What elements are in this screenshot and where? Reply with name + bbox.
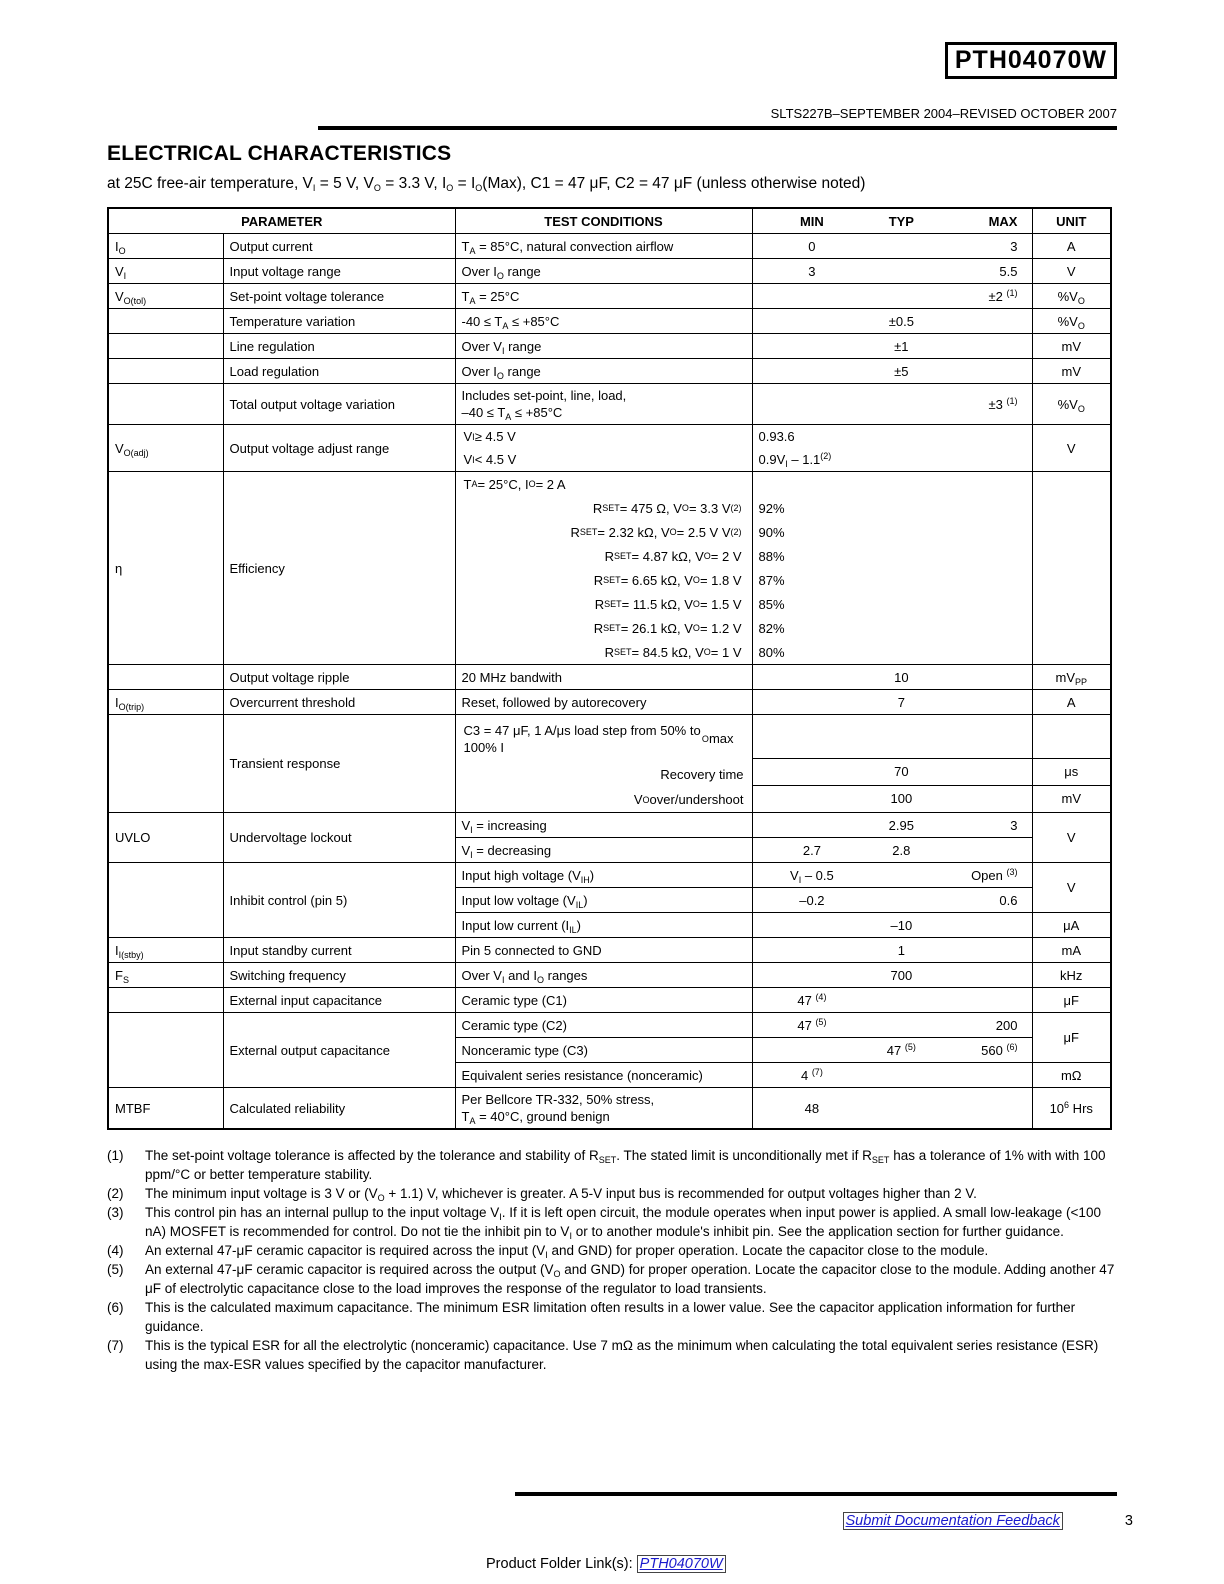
param-name: Efficiency (223, 472, 455, 665)
unit: μF (1032, 1013, 1111, 1063)
footnote-number: (3) (107, 1205, 124, 1220)
footer-line (843, 1512, 1133, 1530)
test-condition: Input low current $(I_{IL})$ (455, 913, 752, 938)
test-condition: $-40 \le T_A \le +85^\circ C$ (455, 309, 752, 334)
test-condition: Over $V_I$ and $I_O$ ranges (455, 963, 752, 988)
footnote (107, 1146, 1117, 1184)
test-condition: $T_A = 85^\circ C$, natural convection airflow (455, 234, 752, 259)
typ-value: 1 (897, 942, 905, 958)
test-condition: Recovery time (660, 767, 744, 782)
typ-value: 47 $^{(5)}$ (886, 1041, 916, 1058)
test-condition: V I < 4.5 V (463, 452, 517, 467)
footer-rule (515, 1492, 1117, 1496)
typ-value: 700 (890, 967, 913, 983)
unit: mA (1032, 938, 1111, 963)
table-row-input-voltage (108, 259, 1111, 284)
test-condition: Over $I_O$ range (455, 259, 752, 284)
footnote-number: (2) (107, 1186, 124, 1201)
typ-value: –10 (890, 917, 913, 933)
min-value: 48 (804, 1100, 820, 1116)
col-header-typ: TYP (888, 213, 914, 229)
typ-value: 2.8 (892, 842, 911, 858)
test-condition: V O over/undershoot (633, 792, 744, 807)
unit: $10^6$ Hrs (1032, 1088, 1111, 1130)
param-symbol: $F_S$ (108, 963, 223, 988)
footnote (107, 1336, 1117, 1374)
test-condition: T A = 25°C, I O = 2 A (463, 476, 566, 492)
test-condition: Equivalent series resistance (nonceramic) (455, 1063, 752, 1088)
min-value: 0.9 (758, 429, 777, 444)
max-value: $V_I - 1.1^{(2)}$ (776, 451, 832, 469)
param-name: Line regulation (223, 334, 455, 359)
test-condition: Ceramic type (C2) (455, 1013, 752, 1038)
footnote-number: (4) (107, 1243, 124, 1258)
typ-value: ±0.5 (888, 313, 914, 329)
col-header-unit: UNIT (1032, 208, 1111, 234)
unit: mΩ (1032, 1063, 1111, 1088)
param-name: Inhibit control (pin 5) (223, 863, 455, 938)
typ-value: 100 (890, 791, 913, 807)
param-name: Overcurrent threshold (223, 690, 455, 715)
part-number-badge: PTH04070W (945, 42, 1117, 79)
unit: mV (1032, 359, 1111, 384)
unit: $\%V_O$ (1032, 384, 1111, 425)
test-condition: Over $I_O$ range (455, 359, 752, 384)
param-name: Calculated reliability (223, 1088, 455, 1130)
footnote-number: (5) (107, 1262, 124, 1277)
param-symbol: $V_{O(adj)}$ (108, 425, 223, 472)
col-header-max: MAX (988, 213, 1018, 229)
test-condition: R SET = 4.87 kΩ, V O = 2 V (604, 548, 742, 564)
test-condition: Over $V_I$ range (455, 334, 752, 359)
typ-value: 85% (758, 596, 785, 612)
test-condition: Ceramic type (C1) (455, 988, 752, 1013)
product-folder-line (486, 1555, 726, 1573)
min-value: –0.2 (799, 892, 825, 908)
col-header-conditions: TEST CONDITIONS (455, 208, 752, 234)
unit: A (1032, 234, 1111, 259)
param-name: External input capacitance (223, 988, 455, 1013)
test-condition: V I ≥ 4.5 V (463, 429, 516, 444)
param-name: Set-point voltage tolerance (223, 284, 455, 309)
table-row-output-ripple (108, 665, 1111, 690)
max-value: ±3 $^{(1)}$ (988, 395, 1018, 412)
param-symbol: $I_O$ (108, 234, 223, 259)
table-row-inhibit-high (108, 863, 1111, 888)
footnote (107, 1241, 1117, 1260)
param-name: Input standby current (223, 938, 455, 963)
min-value: 3 (808, 263, 816, 279)
header-rule (318, 126, 1117, 130)
test-condition: R SET = 26.1 kΩ, V O = 1.2 V (593, 620, 742, 636)
footnote (107, 1203, 1117, 1241)
col-header-parameter: PARAMETER (108, 208, 455, 234)
test-condition: Includes set-point, line, load, $-40 \le T_A \le +85^\circ C$ (455, 384, 752, 425)
typ-value: 92% (758, 500, 785, 516)
footnotes (107, 1146, 1117, 1374)
footnote-text: The minimum input voltage is 3 V or $(V_O + 1.1)$ V, whichever is greater. A 5-V input bus is recommended for output voltages higher than 2 V. (145, 1186, 977, 1203)
param-name: Output voltage adjust range (223, 425, 455, 472)
table-row-output-current (108, 234, 1111, 259)
test-condition: Per Bellcore TR-332, 50% stress, $T_A = 40^\circ C$, ground benign (455, 1088, 752, 1130)
table-row-mtbf (108, 1088, 1111, 1130)
max-value: ±2 $^{(1)}$ (988, 287, 1018, 304)
footnote (107, 1184, 1117, 1203)
test-condition: Input low voltage $(V_{IL})$ (455, 888, 752, 913)
param-name: Total output voltage variation (223, 384, 455, 425)
param-name: Load regulation (223, 359, 455, 384)
param-symbol: η (108, 472, 223, 665)
test-condition: Reset, followed by autorecovery (455, 690, 752, 715)
param-symbol: UVLO (108, 813, 223, 863)
min-value: 47 $^{(5)}$ (797, 1016, 827, 1033)
footnote-number: (1) (107, 1148, 124, 1163)
table-row-efficiency (108, 472, 1111, 665)
max-value: 200 (995, 1017, 1018, 1033)
typ-value: 88% (758, 548, 785, 564)
max-value: 0.6 (999, 892, 1018, 908)
param-symbol: $V_{O(tol)}$ (108, 284, 223, 309)
table-row-standby-current (108, 938, 1111, 963)
typ-value: 70 (894, 764, 909, 780)
test-condition: R SET = 11.5 kΩ, V O = 1.5 V (594, 596, 742, 612)
typ-value: 90% (758, 524, 785, 540)
footnote-text: An external 47-μF ceramic capacitor is required across the input ($V_I$ and GND) for proper operation. Locate the capacitor close to the module. (145, 1243, 989, 1260)
max-value: 5.5 (999, 263, 1018, 279)
unit: $\%V_O$ (1032, 284, 1111, 309)
col-header-min: MIN (799, 213, 824, 229)
test-condition: Pin 5 connected to GND (455, 938, 752, 963)
main-content (107, 142, 1117, 1374)
page-number: 3 (1124, 1513, 1133, 1529)
test-condition: R SET = 84.5 kΩ, V O = 1 V (604, 644, 742, 660)
unit: V (1032, 863, 1111, 913)
unit: $\%V_O$ (1032, 309, 1111, 334)
unit: μF (1032, 988, 1111, 1013)
footnote-text: The set-point voltage tolerance is affected by the tolerance and stability of $R_{SET}$. The stated limit is unconditionally met if $R_{SET}$ has a tolerance of 1% with with 100 ppm/°C or better temperature stability. (145, 1148, 1106, 1182)
test-condition: Nonceramic type (C3) (455, 1038, 752, 1063)
col-header-values (752, 208, 1032, 234)
param-name: Transient response (223, 715, 455, 813)
unit: kHz (1032, 963, 1111, 988)
min-value: $V_I - 0.5$ (790, 867, 834, 885)
test-condition: C3 = 47 μF, 1 A/μs load step from 50% to 100% I O max (463, 722, 734, 755)
product-folder-link[interactable]: PTH04070W (637, 1555, 726, 1573)
doc-revision-line: SLTS227B–SEPTEMBER 2004–REVISED OCTOBER 2007 (770, 106, 1117, 121)
table-row-setpoint-tolerance (108, 284, 1111, 309)
typ-value: 7 (897, 694, 905, 710)
max-value: 560 $^{(6)}$ (981, 1041, 1018, 1058)
max-value: 3 (1010, 817, 1018, 833)
table-row-line-regulation (108, 334, 1111, 359)
table-row-transient-response (108, 715, 1111, 759)
param-name: Switching frequency (223, 963, 455, 988)
param-name: External output capacitance (223, 1013, 455, 1088)
test-condition: $T_A = 25^\circ C$ (455, 284, 752, 309)
param-name: Temperature variation (223, 309, 455, 334)
test-condition: R SET = 6.65 kΩ, V O = 1.8 V (593, 572, 742, 588)
table-row-overcurrent-threshold (108, 690, 1111, 715)
table-header-row (108, 208, 1111, 234)
table-row-load-regulation (108, 359, 1111, 384)
table-row-uvlo-increasing (108, 813, 1111, 838)
footnote-number: (6) (107, 1300, 124, 1315)
test-condition: $V_I$ = increasing (455, 813, 752, 838)
test-condition: Input high voltage $(V_{IH})$ (455, 863, 752, 888)
param-symbol: $V_I$ (108, 259, 223, 284)
param-name: Output voltage ripple (223, 665, 455, 690)
unit: V (1032, 259, 1111, 284)
typ-value: 82% (758, 620, 785, 636)
typ-value: 80% (758, 644, 785, 660)
unit: V (1032, 425, 1111, 472)
unit: μs (1032, 758, 1111, 785)
table-row-total-voltage-variation (108, 384, 1111, 425)
product-folder-label: Product Folder Link(s): (486, 1556, 633, 1572)
typ-value: 2.95 (888, 817, 914, 833)
table-row-output-cap-ceramic (108, 1013, 1111, 1038)
min-value: 0 (808, 238, 816, 254)
table-row-switching-frequency (108, 963, 1111, 988)
electrical-characteristics-table (107, 207, 1112, 1130)
test-condition: 20 MHz bandwith (455, 665, 752, 690)
test-condition: $V_I$ = decreasing (455, 838, 752, 863)
param-name: Undervoltage lockout (223, 813, 455, 863)
max-value: 3 (1010, 238, 1018, 254)
footnote-text: This is the typical ESR for all the electrolytic (nonceramic) capacitance. Use 7 mΩ as the minimum when calculating the total equivalent series resistance (ESR) using the max-ESR values specified by the capacitor manufacturer. (145, 1338, 1099, 1372)
param-name: Input voltage range (223, 259, 455, 284)
unit: $mV_{PP}$ (1032, 665, 1111, 690)
unit: V (1032, 813, 1111, 863)
conditions-subtitle: at 25C free-air temperature, $V_I = 5$ V, $V_O = 3.3$ V, $I_O = I_O(Max)$, C1 = 47 μF, C2 = 47 μF (unless otherwise noted) (107, 175, 866, 193)
test-condition: R SET = 475 Ω, V O = 3.3 V (2) (592, 500, 742, 516)
param-symbol: $I_{I(stby)}$ (108, 938, 223, 963)
unit: mV (1032, 334, 1111, 359)
typ-value: 10 (894, 669, 909, 685)
typ-value: 87% (758, 572, 785, 588)
min-value: 0.9 (758, 452, 777, 467)
footnote-text: This control pin has an internal pullup to the input voltage $V_I$. If it is left open circuit, the module operates when input power is applied. A small low-leakage (<100 nA) MOSFET is recommended for control. Do not tie the inhibit pin to $V_I$ or to another module's inhibit pin. See the application section for further guidance. (145, 1205, 1101, 1241)
footnote (107, 1260, 1117, 1298)
param-symbol: MTBF (108, 1088, 223, 1130)
typ-value: ±5 (894, 363, 909, 379)
param-symbol: $I_{O(trip)}$ (108, 690, 223, 715)
unit: mV (1032, 785, 1111, 812)
param-name: Output current (223, 234, 455, 259)
table-row-input-capacitance (108, 988, 1111, 1013)
max-value: Open $^{(3)}$ (971, 866, 1018, 883)
test-condition: R SET = 2.32 kΩ, V O = 2.5 V V (2) (570, 524, 742, 540)
page-title: ELECTRICAL CHARACTERISTICS (107, 142, 452, 165)
typ-value: ±1 (894, 338, 909, 354)
footnote-text: This is the calculated maximum capacitance. The minimum ESR limitation often results in a lower value. See the capacitor application information for further guidance. (145, 1300, 1076, 1334)
footnote-number: (7) (107, 1338, 124, 1353)
footnote-text: An external 47-μF ceramic capacitor is required across the output ($V_O$ and GND) for proper operation. Locate the capacitor close to the module. Adding another 47 μF of electrolytic capacitance close to the load improves the response of the regulator to load transients. (145, 1262, 1115, 1296)
unit: A (1032, 690, 1111, 715)
max-value: 3.6 (776, 429, 795, 444)
footnote (107, 1298, 1117, 1336)
table-row-output-voltage-adjust (108, 425, 1111, 472)
unit: μA (1032, 913, 1111, 938)
min-value: 2.7 (802, 842, 821, 858)
min-value: 47 $^{(4)}$ (797, 991, 827, 1008)
table-row-temperature-variation (108, 309, 1111, 334)
submit-feedback-link[interactable]: Submit Documentation Feedback (843, 1512, 1063, 1530)
min-value: 4 $^{(7)}$ (800, 1066, 823, 1083)
